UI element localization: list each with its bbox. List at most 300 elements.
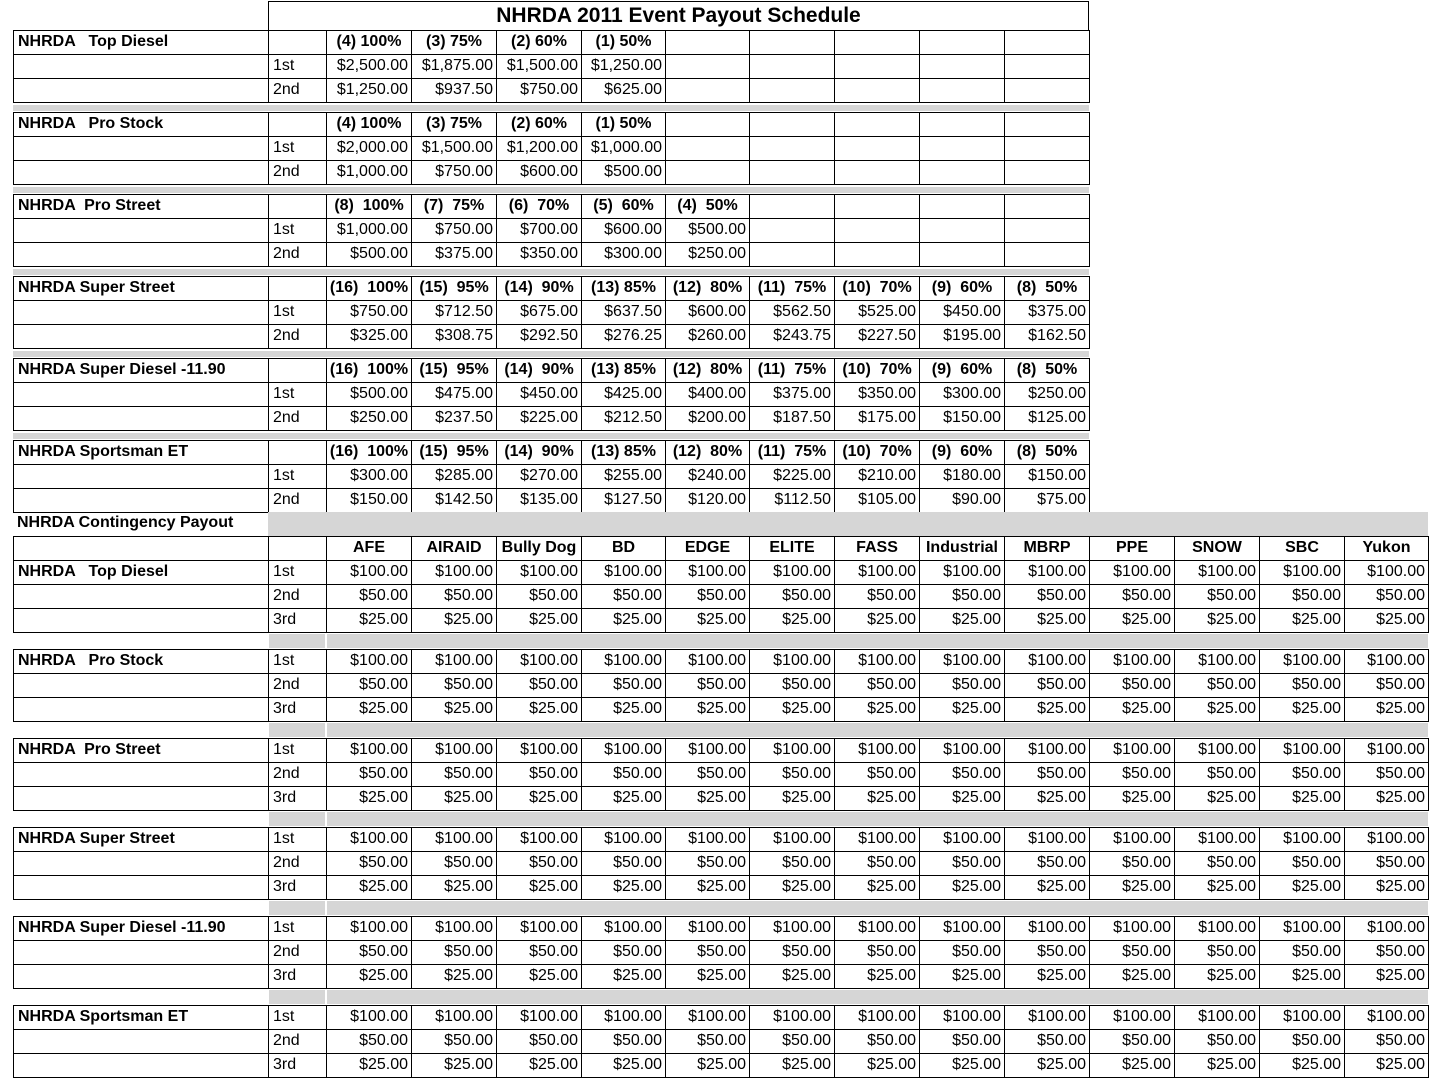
contingency-amount: $100.00 [749,649,835,674]
place-label: 1st [268,827,327,852]
contingency-amount: $25.00 [1259,1053,1345,1078]
contingency-amount: $50.00 [1004,584,1090,609]
payout-amount: $675.00 [496,300,582,325]
payout-amount: $255.00 [581,464,666,489]
payout-amount: $112.50 [749,488,835,513]
place-label: 2nd [268,762,327,787]
contingency-amount: $100.00 [665,827,750,852]
contingency-amount: $50.00 [326,762,412,787]
tier-header: (13) 85% [581,440,666,465]
contingency-amount: $50.00 [1089,851,1175,876]
contingency-amount: $50.00 [1259,762,1345,787]
contingency-amount: $50.00 [496,762,582,787]
payout-amount: $1,500.00 [411,136,497,161]
tier-header: (15) 95% [411,440,497,465]
row-label-blank [13,54,269,79]
contingency-title: NHRDA Contingency Payout [17,514,234,531]
contingency-amount: $50.00 [1344,584,1429,609]
contingency-amount: $25.00 [834,786,920,811]
place-label: 2nd [268,160,327,185]
sponsor-header: EDGE [665,536,750,561]
payout-amount: $375.00 [411,242,497,267]
empty-cell [749,218,835,243]
empty-cell [834,136,920,161]
contingency-amount: $50.00 [496,673,582,698]
empty-cell [834,194,920,219]
payout-amount: $225.00 [749,464,835,489]
empty-cell [665,78,750,103]
contingency-amount: $100.00 [411,916,497,941]
contingency-amount: $100.00 [749,560,835,585]
contingency-separator [327,723,1428,737]
contingency-amount: $50.00 [326,1029,412,1054]
payout-amount: $240.00 [665,464,750,489]
place-label: 1st [268,649,327,674]
empty-cell [1004,136,1090,161]
contingency-amount: $100.00 [834,1005,920,1030]
payout-amount: $135.00 [496,488,582,513]
contingency-separator [269,723,325,737]
contingency-amount: $25.00 [496,875,582,900]
row-label-blank [13,160,269,185]
empty-cell [1004,30,1090,55]
empty-cell [665,112,750,137]
payout-amount: $1,000.00 [326,218,412,243]
contingency-amount: $25.00 [581,1053,666,1078]
place-label: 1st [268,1005,327,1030]
contingency-amount: $100.00 [665,738,750,763]
section-name: NHRDA Super Diesel -11.90 [13,358,269,383]
contingency-amount: $100.00 [1089,916,1175,941]
payout-amount: $250.00 [1004,382,1090,407]
empty-cell [834,78,920,103]
contingency-amount: $50.00 [1004,851,1090,876]
contingency-amount: $100.00 [1089,738,1175,763]
contingency-amount: $50.00 [411,851,497,876]
tier-header: (8) 100% [326,194,412,219]
tier-header: (9) 60% [919,358,1005,383]
contingency-amount: $100.00 [749,827,835,852]
contingency-amount: $50.00 [581,1029,666,1054]
contingency-amount: $100.00 [834,649,920,674]
section-name: NHRDA Super Street [13,276,269,301]
contingency-amount: $100.00 [581,649,666,674]
contingency-amount: $100.00 [496,738,582,763]
contingency-amount: $100.00 [1089,1005,1175,1030]
contingency-amount: $25.00 [1089,608,1175,633]
contingency-amount: $25.00 [1089,697,1175,722]
contingency-amount: $100.00 [1004,916,1090,941]
contingency-amount: $25.00 [1174,608,1260,633]
contingency-amount: $50.00 [665,940,750,965]
payout-amount: $292.50 [496,324,582,349]
place-label: 3rd [268,608,327,633]
empty-cell [919,78,1005,103]
contingency-amount: $50.00 [919,1029,1005,1054]
payout-amount: $120.00 [665,488,750,513]
payout-amount: $375.00 [749,382,835,407]
contingency-amount: $50.00 [665,673,750,698]
section-separator [13,351,1089,357]
tier-header: (11) 75% [749,276,835,301]
payout-amount: $500.00 [326,242,412,267]
payout-amount: $210.00 [834,464,920,489]
contingency-amount: $50.00 [581,940,666,965]
contingency-amount: $50.00 [1174,673,1260,698]
place-label: 2nd [268,488,327,513]
contingency-amount: $50.00 [834,1029,920,1054]
contingency-amount: $50.00 [496,940,582,965]
tier-header: (2) 60% [496,112,582,137]
contingency-amount: $100.00 [326,916,412,941]
contingency-amount: $100.00 [749,1005,835,1030]
empty-cell [919,54,1005,79]
contingency-amount: $25.00 [326,875,412,900]
contingency-amount: $50.00 [834,762,920,787]
place-label: 1st [268,916,327,941]
contingency-amount: $100.00 [581,1005,666,1030]
contingency-amount: $100.00 [1259,827,1345,852]
tier-header: (9) 60% [919,440,1005,465]
place-label: 2nd [268,324,327,349]
contingency-amount: $50.00 [665,584,750,609]
contingency-amount: $50.00 [834,940,920,965]
contingency-amount: $25.00 [1259,964,1345,989]
tier-header: (11) 75% [749,358,835,383]
empty-cell [919,194,1005,219]
contingency-amount: $50.00 [1174,762,1260,787]
empty-cell [834,218,920,243]
contingency-amount: $25.00 [1344,964,1429,989]
section-separator [13,187,1089,193]
payout-amount: $1,875.00 [411,54,497,79]
payout-amount: $600.00 [496,160,582,185]
contingency-amount: $25.00 [326,1053,412,1078]
tier-header: (8) 50% [1004,276,1090,301]
payout-amount: $187.50 [749,406,835,431]
sponsor-header: FASS [834,536,920,561]
empty-cell [749,78,835,103]
contingency-amount: $50.00 [1174,584,1260,609]
payout-amount: $300.00 [581,242,666,267]
sponsor-header: PPE [1089,536,1175,561]
contingency-separator [269,812,325,826]
contingency-amount: $25.00 [749,964,835,989]
contingency-amount: $25.00 [834,1053,920,1078]
payout-amount: $625.00 [581,78,666,103]
contingency-amount: $100.00 [919,649,1005,674]
tier-header: (7) 75% [411,194,497,219]
place-label: 2nd [268,1029,327,1054]
empty-cell [749,30,835,55]
payout-amount: $350.00 [834,382,920,407]
contingency-amount: $100.00 [581,738,666,763]
payout-amount: $600.00 [581,218,666,243]
sponsor-header: MBRP [1004,536,1090,561]
place-label: 3rd [268,786,327,811]
tier-header: (12) 80% [665,358,750,383]
contingency-amount: $50.00 [919,584,1005,609]
contingency-amount: $100.00 [326,738,412,763]
section-separator [13,269,1089,275]
contingency-section-name: NHRDA Super Diesel -11.90 [13,916,269,941]
payout-amount: $237.50 [411,406,497,431]
contingency-amount: $25.00 [1259,697,1345,722]
payout-amount: $243.75 [749,324,835,349]
contingency-amount: $25.00 [834,697,920,722]
contingency-amount: $100.00 [1174,738,1260,763]
tier-header: (14) 90% [496,276,582,301]
section-name: NHRDA Top Diesel [13,30,269,55]
place-label: 3rd [268,964,327,989]
payout-amount: $1,000.00 [581,136,666,161]
contingency-amount: $50.00 [749,940,835,965]
contingency-amount: $25.00 [665,875,750,900]
contingency-amount: $100.00 [749,916,835,941]
contingency-amount: $25.00 [1344,1053,1429,1078]
contingency-amount: $50.00 [496,851,582,876]
contingency-amount: $100.00 [496,916,582,941]
contingency-amount: $100.00 [1344,738,1429,763]
contingency-amount: $100.00 [411,1005,497,1030]
sponsor-header-blank [13,536,269,561]
row-label-blank [13,136,269,161]
contingency-amount: $25.00 [1004,875,1090,900]
contingency-amount: $25.00 [581,786,666,811]
contingency-amount: $25.00 [581,608,666,633]
payout-amount: $750.00 [411,160,497,185]
payout-amount: $562.50 [749,300,835,325]
tier-header: (4) 100% [326,30,412,55]
contingency-amount: $25.00 [665,1053,750,1078]
contingency-amount: $100.00 [1089,827,1175,852]
contingency-amount: $25.00 [1004,964,1090,989]
contingency-amount: $100.00 [1174,649,1260,674]
payout-amount: $2,500.00 [326,54,412,79]
contingency-amount: $50.00 [919,940,1005,965]
place-label: 1st [268,136,327,161]
payout-amount: $1,500.00 [496,54,582,79]
contingency-amount: $25.00 [665,608,750,633]
contingency-amount: $100.00 [834,560,920,585]
sponsor-header: AIRAID [411,536,497,561]
tier-header: (8) 50% [1004,440,1090,465]
contingency-amount: $100.00 [1004,560,1090,585]
contingency-amount: $100.00 [1344,827,1429,852]
tier-header: (1) 50% [581,112,666,137]
tier-header: (4) 50% [665,194,750,219]
section-header-blank [268,358,327,383]
sponsor-header: Industrial [919,536,1005,561]
payout-amount: $75.00 [1004,488,1090,513]
contingency-amount: $25.00 [834,608,920,633]
contingency-amount: $50.00 [411,1029,497,1054]
contingency-amount: $50.00 [1344,673,1429,698]
empty-cell [665,136,750,161]
empty-cell [749,194,835,219]
contingency-amount: $100.00 [326,649,412,674]
contingency-amount: $50.00 [411,762,497,787]
payout-amount: $308.75 [411,324,497,349]
payout-amount: $150.00 [919,406,1005,431]
contingency-amount: $25.00 [496,964,582,989]
contingency-amount: $25.00 [1344,697,1429,722]
payout-amount: $325.00 [326,324,412,349]
contingency-amount: $50.00 [1344,940,1429,965]
contingency-amount: $25.00 [1004,1053,1090,1078]
contingency-amount: $25.00 [834,875,920,900]
contingency-separator [269,634,325,648]
contingency-amount: $50.00 [581,851,666,876]
payout-amount: $150.00 [326,488,412,513]
contingency-amount: $25.00 [1089,1053,1175,1078]
contingency-amount: $100.00 [749,738,835,763]
payout-amount: $212.50 [581,406,666,431]
contingency-amount: $100.00 [1344,649,1429,674]
contingency-separator [327,812,1428,826]
contingency-separator [269,990,325,1004]
contingency-amount: $50.00 [919,851,1005,876]
tier-header: (6) 70% [496,194,582,219]
tier-header: (3) 75% [411,30,497,55]
contingency-amount: $100.00 [1259,916,1345,941]
payout-amount: $162.50 [1004,324,1090,349]
place-label: 2nd [268,406,327,431]
section-header-blank [268,194,327,219]
row-label-blank [13,406,269,431]
empty-cell [1004,242,1090,267]
contingency-amount: $100.00 [1004,738,1090,763]
contingency-amount: $25.00 [411,875,497,900]
contingency-amount: $50.00 [665,1029,750,1054]
empty-cell [1004,160,1090,185]
payout-amount: $700.00 [496,218,582,243]
contingency-amount: $100.00 [496,560,582,585]
row-label-blank [13,464,269,489]
contingency-amount: $50.00 [749,1029,835,1054]
contingency-amount: $100.00 [919,560,1005,585]
contingency-amount: $50.00 [326,584,412,609]
place-label: 1st [268,560,327,585]
contingency-amount: $100.00 [496,827,582,852]
row-label-blank [13,964,269,989]
empty-cell [834,242,920,267]
contingency-amount: $100.00 [1089,649,1175,674]
row-label-blank [13,786,269,811]
contingency-amount: $50.00 [1089,762,1175,787]
empty-cell [1004,78,1090,103]
contingency-amount: $50.00 [1004,762,1090,787]
contingency-amount: $25.00 [1089,875,1175,900]
contingency-amount: $50.00 [1004,673,1090,698]
row-label-blank [13,488,269,513]
row-label-blank [13,608,269,633]
payout-amount: $195.00 [919,324,1005,349]
contingency-amount: $50.00 [411,673,497,698]
sponsor-header: ELITE [749,536,835,561]
contingency-amount: $50.00 [665,762,750,787]
contingency-amount: $25.00 [411,1053,497,1078]
row-label-blank [13,324,269,349]
contingency-amount: $25.00 [1344,875,1429,900]
page-title: NHRDA 2011 Event Payout Schedule [268,1,1089,31]
contingency-amount: $25.00 [919,1053,1005,1078]
contingency-amount: $25.00 [919,608,1005,633]
contingency-amount: $100.00 [919,916,1005,941]
contingency-amount: $25.00 [411,608,497,633]
row-label-blank [13,1053,269,1078]
place-label: 1st [268,738,327,763]
contingency-amount: $100.00 [834,738,920,763]
contingency-amount: $100.00 [411,560,497,585]
tier-header: (4) 100% [326,112,412,137]
payout-amount: $500.00 [581,160,666,185]
empty-cell [1004,54,1090,79]
contingency-amount: $100.00 [496,1005,582,1030]
tier-header: (15) 95% [411,276,497,301]
payout-amount: $425.00 [581,382,666,407]
tier-header: (5) 60% [581,194,666,219]
tier-header: (13) 85% [581,276,666,301]
contingency-amount: $50.00 [1174,1029,1260,1054]
row-label-blank [13,851,269,876]
contingency-amount: $25.00 [326,697,412,722]
contingency-amount: $100.00 [1004,649,1090,674]
tier-header: (14) 90% [496,440,582,465]
tier-header: (12) 80% [665,276,750,301]
contingency-amount: $100.00 [581,916,666,941]
payout-amount: $450.00 [919,300,1005,325]
payout-amount: $750.00 [496,78,582,103]
place-label: 1st [268,218,327,243]
empty-cell [665,160,750,185]
payout-amount: $227.50 [834,324,920,349]
place-label: 2nd [268,940,327,965]
section-header-blank [268,112,327,137]
payout-amount: $285.00 [411,464,497,489]
tier-header: (10) 70% [834,276,920,301]
contingency-section-name: NHRDA Super Street [13,827,269,852]
tier-header: (8) 50% [1004,358,1090,383]
contingency-amount: $50.00 [411,584,497,609]
contingency-amount: $25.00 [749,786,835,811]
payout-amount: $500.00 [665,218,750,243]
tier-header: (14) 90% [496,358,582,383]
contingency-amount: $50.00 [1259,584,1345,609]
empty-cell [834,112,920,137]
row-label-blank [13,673,269,698]
contingency-amount: $25.00 [919,786,1005,811]
contingency-amount: $25.00 [749,608,835,633]
contingency-amount: $50.00 [834,584,920,609]
payout-amount: $260.00 [665,324,750,349]
empty-cell [749,112,835,137]
tier-header: (16) 100% [326,440,412,465]
contingency-amount: $100.00 [326,827,412,852]
contingency-amount: $25.00 [1089,786,1175,811]
contingency-amount: $50.00 [834,851,920,876]
row-label-blank [13,382,269,407]
contingency-amount: $100.00 [411,738,497,763]
tier-header: (13) 85% [581,358,666,383]
row-label-blank [13,78,269,103]
tier-header: (11) 75% [749,440,835,465]
contingency-amount: $100.00 [1259,1005,1345,1030]
contingency-amount: $100.00 [1259,649,1345,674]
sponsor-header: SBC [1259,536,1345,561]
contingency-amount: $50.00 [1344,851,1429,876]
empty-cell [834,160,920,185]
